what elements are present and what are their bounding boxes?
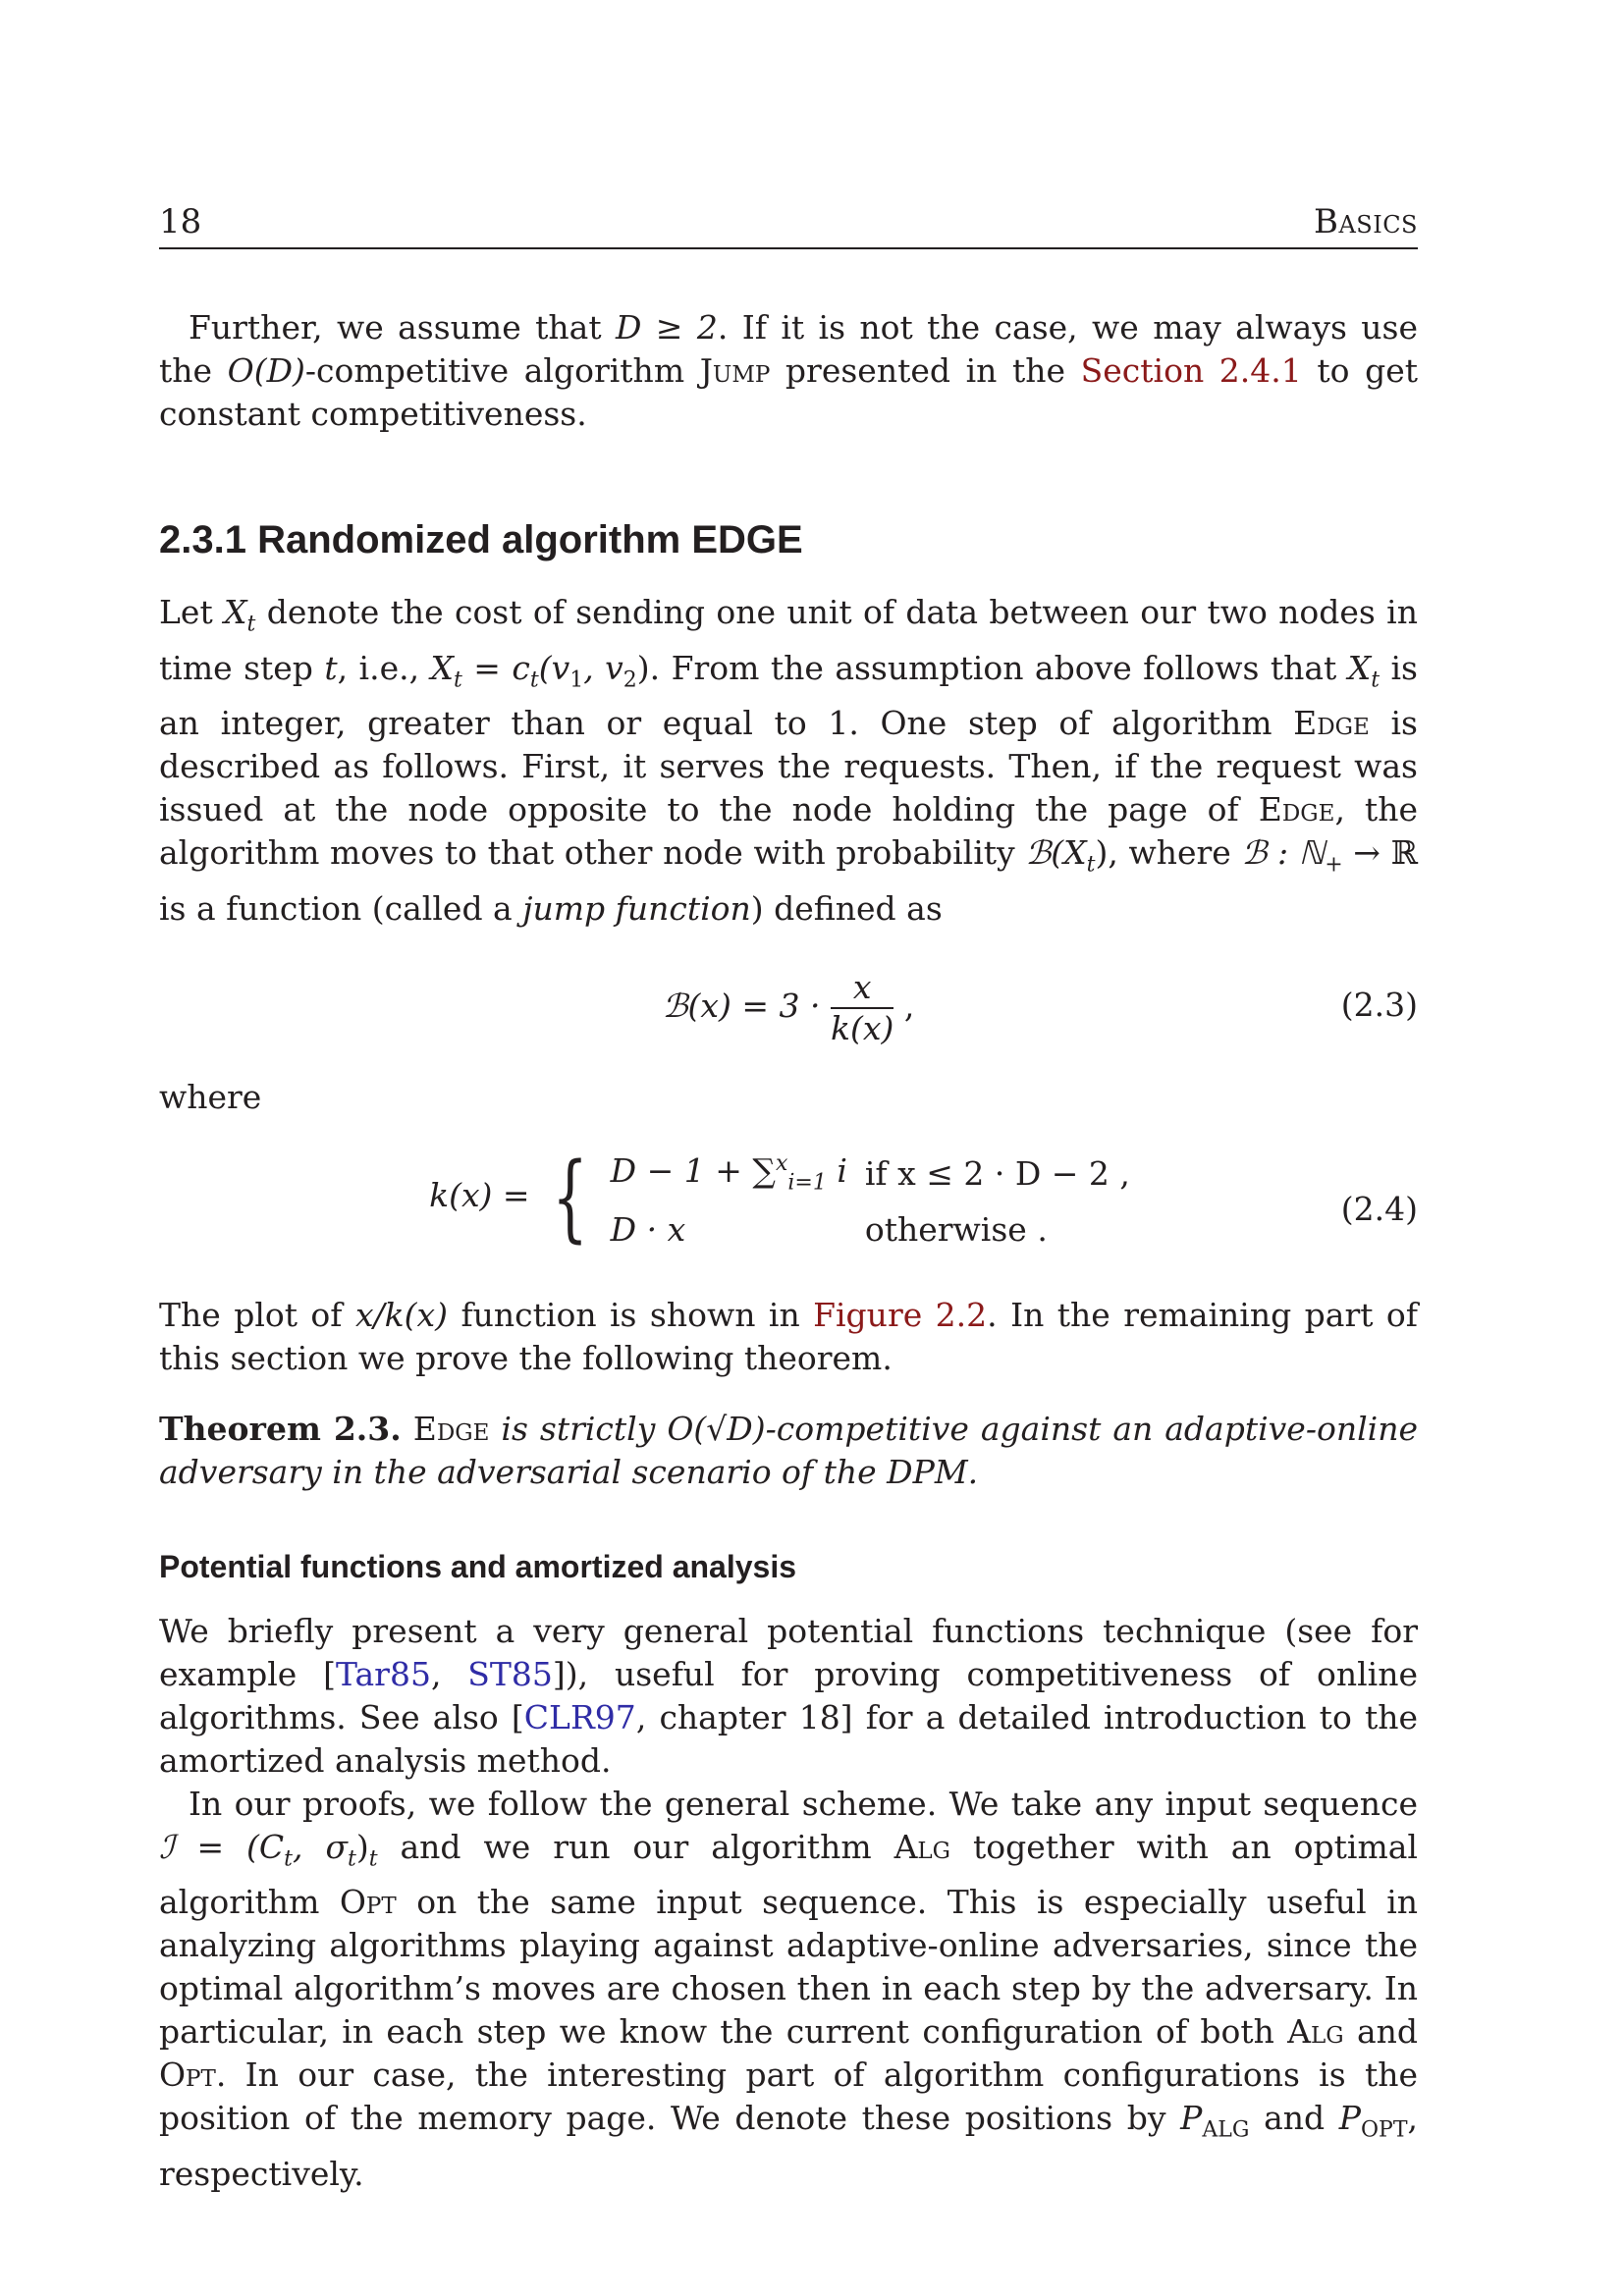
- figure-link[interactable]: Figure 2.2: [813, 1295, 988, 1334]
- equation-2-3: ℬ(x) = 3 · $\frac{x}{k(x)}$ , (2.3): [662, 967, 1418, 1047]
- running-head: [159, 202, 1418, 249]
- paragraph-where: where: [159, 1077, 262, 1116]
- subsection-heading: Potential functions and amortized analysis: [159, 1548, 797, 1584]
- paragraph-plot: The plot of x/k(x) function is shown in Figure 2.2. In the remaining part of this section we prove the following theorem.: [159, 1295, 1418, 1377]
- theorem-2-3: Theorem 2.3. Edge is strictly O(√D)-competitive against an adaptive-online adversary in the adversarial scenario of the DPM.: [159, 1409, 1418, 1491]
- page-number: 18: [159, 202, 202, 241]
- equation-2-4: k(x) = { D − 1 + ∑$^x_{i=1}$ i if x ≤ 2 · D − 2 , D · x otherwise . (2.4): [429, 1142, 1418, 1253]
- page: [159, 0, 1418, 2296]
- equation-number: (2.3): [1340, 985, 1418, 1024]
- paragraph-edge: Let $X_t$ denote the cost of sending one unit of data between our two nodes in time step t, i.e., $X_t = c_t(v_1$, $v_2$). From the assumption above follows that $X_t$ is an integer, greater than or equal to 1. One step of algorithm Edge is described as follows. First, it serves the requests. Then, if the request was issued at the node opposite to the node holding the page of Edge, the algorithm moves to that other node with probability $ℬ(X_t)$, where ℬ : ℕ$_+$ → ℝ is a function (called a jump function) defined as: [159, 593, 1419, 928]
- equation-number: (2.4): [1340, 1189, 1418, 1228]
- citation-tar85[interactable]: Tar85: [336, 1654, 431, 1693]
- citation-st85[interactable]: ST85: [467, 1654, 553, 1693]
- page-body: [159, 306, 1418, 2196]
- paragraph-proofs: In our proofs, we follow the general scheme. We take any input sequence ℐ = ($C_t$, $\sigma_t)_t$ and we run our algorithm Alg together with an optimal algorithm Opt on the same input sequence. This is especially useful in analyzing algorithms playing against adaptive-online adversaries, since the optimal algorithm’s moves are chosen then in each step by the adversary. In particular, in each step we know the current configuration of both Alg and Opt. In our case, the interesting part of algorithm configurations is the position of the memory page. We denote these positions by $P_{ALG}$ and $P_{OPT}$, respectively.: [159, 1784, 1418, 2193]
- chapter-title: Basics: [1313, 202, 1418, 241]
- citation-clr97[interactable]: CLR97: [523, 1697, 636, 1736]
- section-link[interactable]: Section 2.4.1: [1080, 351, 1302, 390]
- cases-table: D − 1 + ∑$^x_{i=1}$ i if x ≤ 2 · D − 2 , D · x otherwise .: [610, 1150, 1130, 1250]
- paragraph-intro: Further, we assume that D ≥ 2. If it is not the case, we may always use the O(D)-competitive algorithm Jump presented in the Section 2.4.1 to get constant competitiveness.: [159, 308, 1418, 433]
- section-heading: 2.3.1 Randomized algorithm EDGE: [159, 518, 803, 561]
- fraction: $\frac{x}{k(x)}$: [831, 967, 894, 1047]
- paragraph-potential: We briefly present a very general potential functions technique (see for example [Tar85, ST85]), useful for proving competitiveness of online algorithms. See also [CLR97, chapter 18] for a detailed introduction to the amortized analysis method.: [159, 1611, 1418, 1780]
- left-brace: {: [552, 1142, 588, 1253]
